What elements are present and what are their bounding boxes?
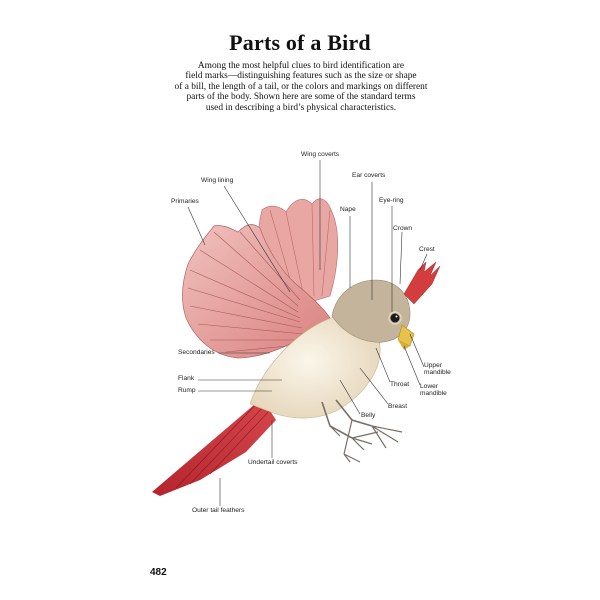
label-crown: Crown	[393, 225, 413, 232]
label-nape: Nape	[340, 206, 356, 213]
leader-crown	[400, 232, 402, 284]
label-ear-coverts: Ear coverts	[352, 172, 386, 179]
label-throat: Throat	[390, 381, 410, 388]
label-flank: Flank	[178, 375, 195, 382]
intro-line: Among the most helpful clues to bird identification are	[197, 61, 405, 71]
page-number: 482	[150, 567, 167, 578]
intro-line: field marks—distinguishing features such as the size or shape	[185, 71, 417, 82]
label-upper-mandible-line1: Upper	[424, 362, 442, 369]
label-lower-mandible	[420, 383, 447, 398]
label-rump: Rump	[178, 387, 196, 394]
label-lower-mandible-line1: Lower	[420, 383, 438, 390]
intro-line: of a bill, the length of a tail, or the colors and markings on different	[174, 81, 428, 92]
label-wing-coverts: Wing coverts	[301, 151, 340, 158]
intro-line: parts of the body. Shown here are some of the standard terms	[186, 92, 416, 103]
tail	[152, 398, 276, 496]
label-wing-lining: Wing lining	[201, 177, 234, 184]
leader-throat	[376, 348, 390, 382]
label-lower-mandible-line2: mandible	[420, 390, 447, 398]
label-upper-mandible-line2: mandible	[424, 369, 451, 377]
label-upper-mandible	[424, 362, 451, 377]
label-crest: Crest	[419, 246, 435, 253]
label-eye-ring: Eye-ring	[379, 197, 404, 204]
label-undertail-coverts: Undertail coverts	[248, 459, 298, 466]
label-outer-tail-feathers: Outer tail feathers	[192, 507, 245, 514]
label-secondaries: Secondaries	[178, 349, 215, 356]
label-breast: Breast	[388, 403, 408, 410]
label-primaries: Primaries	[171, 198, 199, 205]
leader-primaries	[188, 207, 205, 245]
leader-upper-mandible	[410, 334, 424, 367]
page-title: Parts of a Bird	[229, 30, 371, 55]
intro-line: used in describing a bird’s physical characteristics.	[205, 102, 397, 113]
label-belly: Belly	[361, 412, 376, 419]
